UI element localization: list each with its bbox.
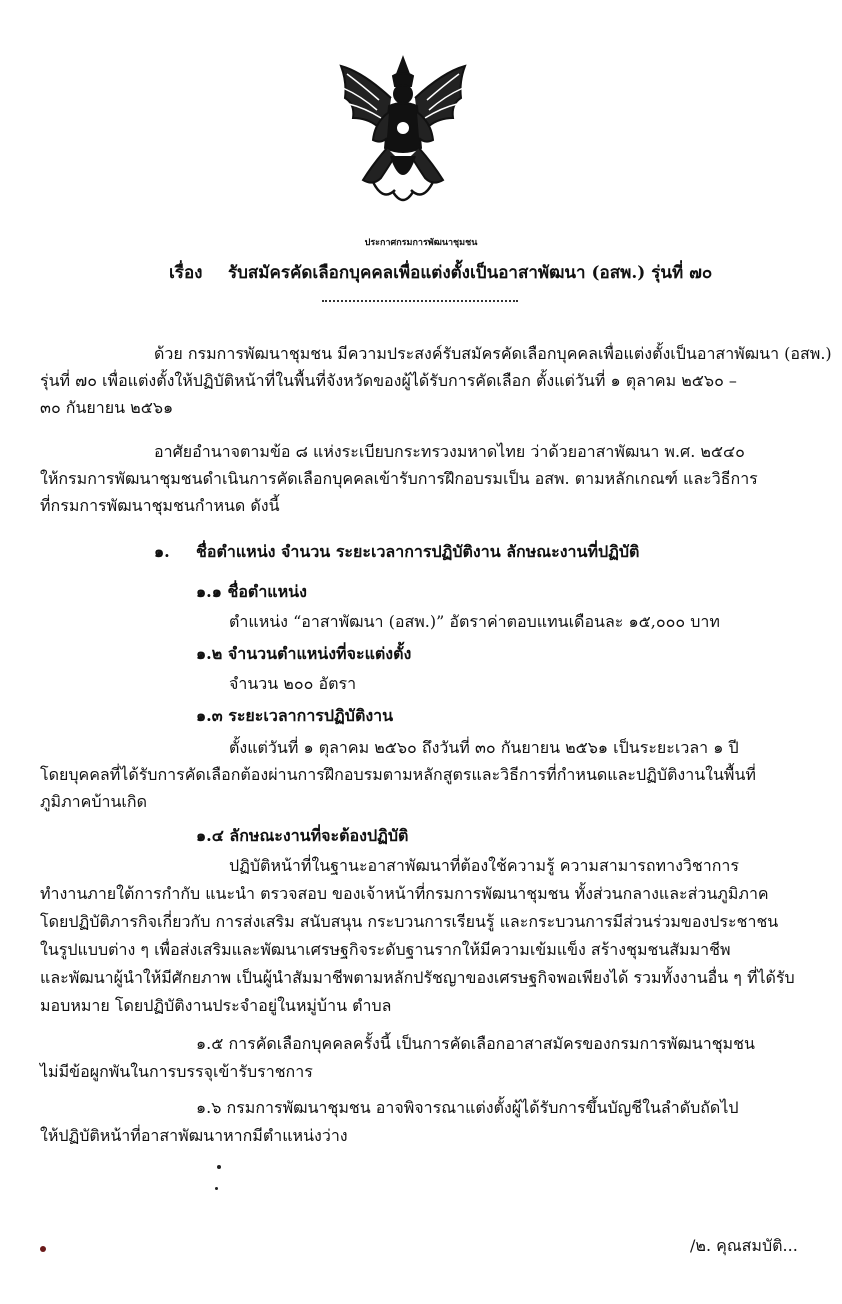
intro-p2-line1: อาศัยอำนาจตามข้อ ๘ แห่งระเบียบกระทรวงมหาดไทย ว่าด้วยอาสาพัฒนา พ.ศ. ๒๕๔๐ bbox=[154, 442, 745, 461]
subject-label: เรื่อง bbox=[169, 263, 203, 283]
s1-2-text: จำนวน ๒๐๐ อัตรา bbox=[229, 674, 357, 693]
s1-3-heading: ๑.๓ ระยะเวลาการปฏิบัติงาน bbox=[196, 706, 394, 725]
intro-p1-line1: ด้วย กรมการพัฒนาชุมชน มีความประสงค์รับสมัครคัดเลือกบุคคลเพื่อแต่งตั้งเป็นอาสาพัฒนา (อสพ.) bbox=[154, 344, 832, 363]
subject-text: รับสมัครคัดเลือกบุคคลเพื่อแต่งตั้งเป็นอาสาพัฒนา (อสพ.) รุ่นที่ ๗๐ bbox=[228, 263, 713, 283]
s1-3-line1: ตั้งแต่วันที่ ๑ ตุลาคม ๒๕๖๐ ถึงวันที่ ๓๐ กันยายน ๒๕๖๑ เป็นระยะเวลา ๑ ปี bbox=[229, 738, 739, 757]
section1-heading: ชื่อตำแหน่ง จำนวน ระยะเวลาการปฏิบัติงาน ลักษณะงานที่ปฏิบัติ bbox=[196, 542, 640, 561]
s1-5-line2: ไม่มีข้อผูกพันในการบรรจุเข้ารับราชการ bbox=[40, 1062, 313, 1081]
s1-4-line5: และพัฒนาผู้นำให้มีศักยภาพ เป็นผู้นำสัมมาชีพตามหลักปรัชญาของเศรษฐกิจพอเพียงได้ รวมทั้งงานอื่น ๆ ที่ได้รับ bbox=[40, 968, 795, 987]
s1-4-line3: โดยปฏิบัติภารกิจเกี่ยวกับ การส่งเสริม สนับสนุน กระบวนการเรียนรู้ และกระบวนการมีส่วนร่วมของประชาชน bbox=[40, 912, 779, 931]
scan-speck bbox=[40, 1246, 46, 1252]
intro-p1-line3: ๓๐ กันยายน ๒๕๖๑ bbox=[40, 398, 174, 417]
s1-4-line6: มอบหมาย โดยปฏิบัติงานประจำอยู่ในหมู่บ้าน ตำบล bbox=[40, 996, 392, 1015]
s1-3-line3: ภูมิภาคบ้านเกิด bbox=[40, 792, 147, 811]
intro-p1-line2: รุ่นที่ ๗๐ เพื่อแต่งตั้งให้ปฏิบัติหน้าที่ในพื้นที่จังหวัดของผู้ได้รับการคัดเลือก ตั้งแต่วันที่ ๑ ตุลาคม ๒๕๖๐ – bbox=[40, 371, 737, 390]
s1-1-heading: ๑.๑ ชื่อตำแหน่ง bbox=[196, 582, 307, 601]
s1-4-line2: ทำงานภายใต้การกำกับ แนะนำ ตรวจสอบ ของเจ้าหน้าที่กรมการพัฒนาชุมชน ทั้งส่วนกลางและส่วนภูมิภาค bbox=[40, 884, 769, 903]
s1-4-line1: ปฏิบัติหน้าที่ในฐานะอาสาพัฒนาที่ต้องใช้ความรู้ ความสามารถทางวิชาการ bbox=[229, 856, 739, 875]
document-title: ประกาศกรมการพัฒนาชุมชน bbox=[364, 238, 478, 248]
s1-3-line2: โดยบุคคลที่ได้รับการคัดเลือกต้องผ่านการฝึกอบรมตามหลักสูตรและวิธีการที่กำหนดและปฏิบัติงานในพื้นที่ bbox=[40, 765, 756, 784]
s1-4-line4: ในรูปแบบต่าง ๆ เพื่อส่งเสริมและพัฒนาเศรษฐกิจระดับฐานรากให้มีความเข้มแข็ง สร้างชุมชนสัมมาชีพ bbox=[40, 940, 731, 959]
garuda-emblem-icon bbox=[333, 52, 473, 210]
s1-2-heading: ๑.๒ จำนวนตำแหน่งที่จะแต่งตั้ง bbox=[196, 644, 412, 663]
s1-1-text: ตำแหน่ง “อาสาพัฒนา (อสพ.)” อัตราค่าตอบแทนเดือนละ ๑๕,๐๐๐ บาท bbox=[229, 612, 720, 631]
scan-speck bbox=[217, 1165, 221, 1169]
intro-p2-line2: ให้กรมการพัฒนาชุมชนดำเนินการคัดเลือกบุคคลเข้ารับการฝึกอบรมเป็น อสพ. ตามหลักเกณฑ์ และวิธีการ bbox=[40, 469, 758, 488]
s1-6-line1: ๑.๖ กรมการพัฒนาชุมชน อาจพิจารณาแต่งตั้งผู้ได้รับการขึ้นบัญชีในลำดับถัดไป bbox=[196, 1098, 739, 1117]
page-continuation: /๒. คุณสมบัติ... bbox=[690, 1236, 798, 1255]
s1-6-line2: ให้ปฏิบัติหน้าที่อาสาพัฒนาหากมีตำแหน่งว่าง bbox=[40, 1126, 348, 1145]
section1-number: ๑. bbox=[154, 542, 170, 561]
title-divider bbox=[322, 300, 518, 302]
intro-p2-line3: ที่กรมการพัฒนาชุมชนกำหนด ดังนี้ bbox=[40, 496, 280, 515]
scan-speck bbox=[215, 1187, 218, 1190]
s1-5-line1: ๑.๕ การคัดเลือกบุคคลครั้งนี้ เป็นการคัดเลือกอาสาสมัครของกรมการพัฒนาชุมชน bbox=[196, 1034, 755, 1053]
s1-4-heading: ๑.๔ ลักษณะงานที่จะต้องปฏิบัติ bbox=[196, 826, 409, 845]
